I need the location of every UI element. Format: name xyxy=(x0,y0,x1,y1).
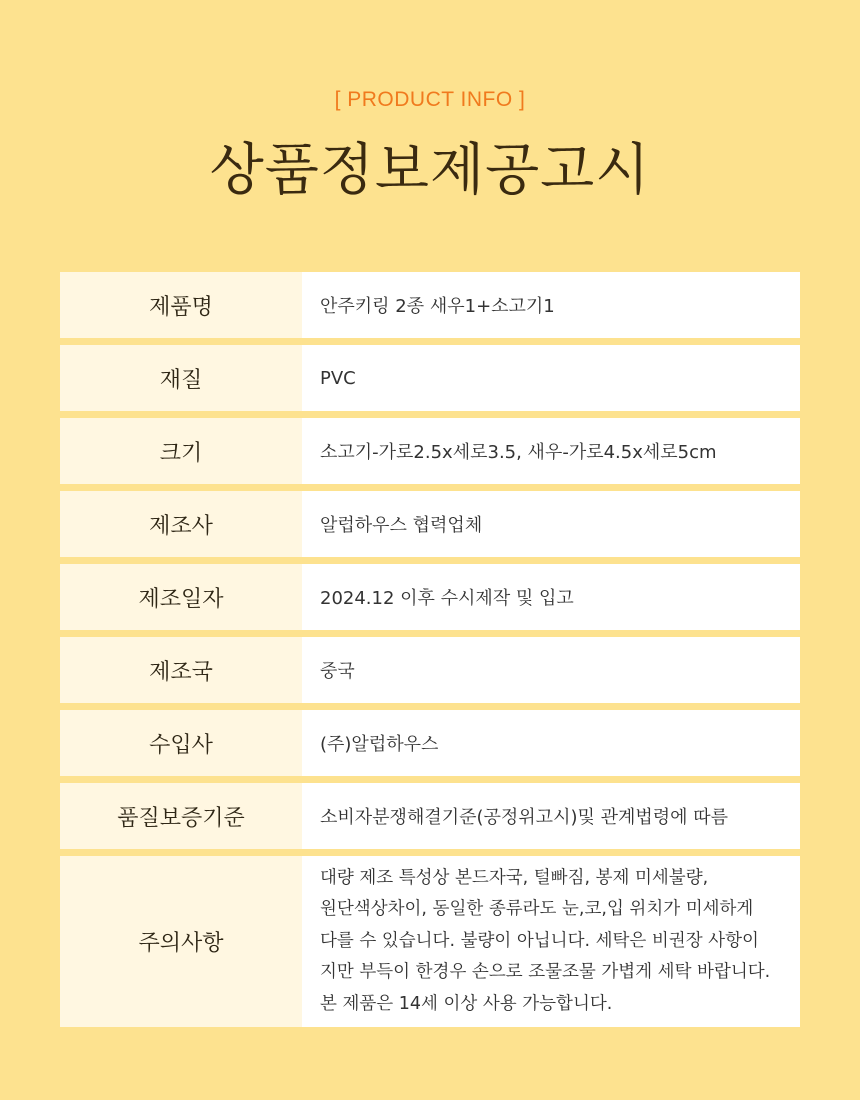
row-label: 수입사 xyxy=(60,710,302,776)
notice-line: 원단색상차이, 동일한 종류라도 눈,코,입 위치가 미세하게 xyxy=(320,899,754,920)
row-value: 알럽하우스 협력업체 xyxy=(302,491,800,557)
notice-line: 본 제품은 14세 이상 사용 가능합니다. xyxy=(320,993,613,1014)
section-kicker: [ PRODUCT INFO ] xyxy=(334,88,526,111)
row-label: 품질보증기준 xyxy=(60,783,302,849)
row-label: 크기 xyxy=(60,418,302,484)
notice-line: 지만 부득이 한경우 손으로 조물조물 가볍게 세탁 바랍니다. xyxy=(320,962,771,983)
row-value: (주)알럽하우스 xyxy=(302,710,800,776)
table-row xyxy=(60,710,800,776)
row-value: 소고기-가로2.5x세로3.5, 새우-가로4.5x세로5cm xyxy=(302,418,800,484)
table-row xyxy=(60,564,800,630)
row-value: 2024.12 이후 수시제작 및 입고 xyxy=(302,564,800,630)
row-label: 제조일자 xyxy=(60,564,302,630)
table-row xyxy=(60,345,800,411)
notice-label: 주의사항 xyxy=(60,856,302,1027)
table-row-notice xyxy=(60,856,800,1027)
table-row xyxy=(60,783,800,849)
row-value: 중국 xyxy=(302,637,800,703)
notice-line: 대량 제조 특성상 본드자국, 털빠짐, 봉제 미세불량, xyxy=(320,867,709,888)
row-label: 제조사 xyxy=(60,491,302,557)
row-label: 재질 xyxy=(60,345,302,411)
page-title: 상품정보제공고시 xyxy=(209,138,651,203)
row-label: 제조국 xyxy=(60,637,302,703)
row-value: 소비자분쟁해결기준(공정위고시)및 관계법령에 따름 xyxy=(302,783,800,849)
table-row xyxy=(60,637,800,703)
product-info-table xyxy=(60,272,800,1027)
row-value: PVC xyxy=(302,345,800,411)
row-label: 제품명 xyxy=(60,272,302,338)
table-row xyxy=(60,272,800,338)
notice-text xyxy=(302,856,800,1027)
notice-line: 다를 수 있습니다. 불량이 아닙니다. 세탁은 비권장 사항이 xyxy=(320,930,759,951)
table-row xyxy=(60,491,800,557)
row-value: 안주키링 2종 새우1+소고기1 xyxy=(302,272,800,338)
table-row xyxy=(60,418,800,484)
